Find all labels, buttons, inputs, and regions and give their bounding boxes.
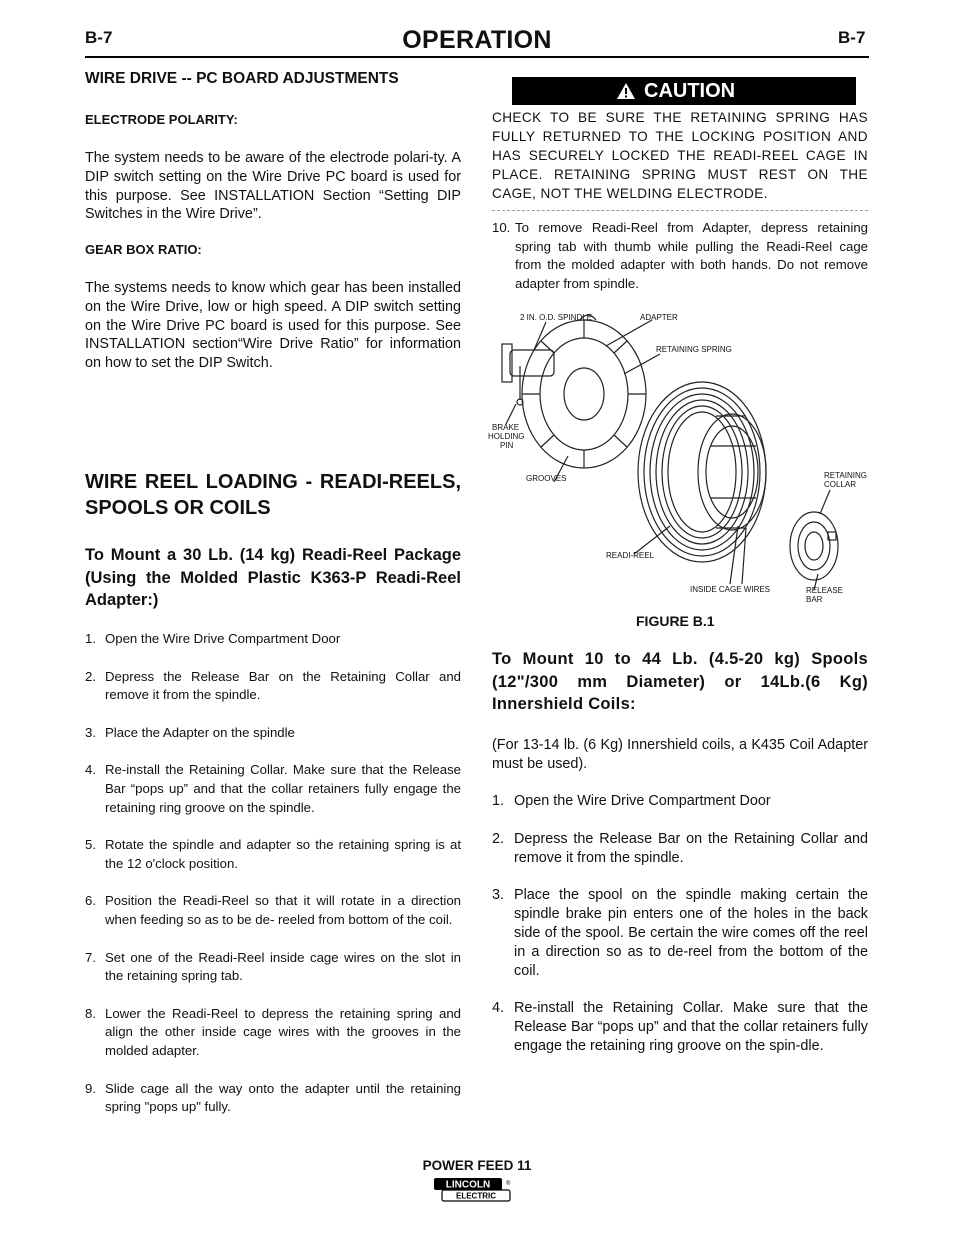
footer-model-name: POWER FEED 11	[422, 1158, 532, 1173]
warning-icon	[616, 82, 636, 100]
list-item: 1. Open the Wire Drive Compartment Door	[492, 793, 771, 809]
page-code-right: B-7	[838, 28, 866, 47]
list-item: 1. Open the Wire Drive Compartment Door	[85, 631, 341, 646]
figure-caption: FIGURE B.1	[636, 613, 715, 629]
svg-text:®: ®	[506, 1181, 511, 1187]
mount-30lb-heading: To Mount a 30 Lb. (14 kg) Readi-Reel Package (Using the Molded Plastic K363-P Readi-Reel Adapter:)	[85, 546, 461, 609]
list-item: 3. Place the Adapter on the spindle	[85, 724, 295, 740]
page-title: OPERATION	[402, 26, 552, 54]
list-item: 4. Re-install the Retaining Collar. Make sure that the Release Bar “pops up” and that the collar retainers fully engage the retaining ring groove on the spin-dle.	[492, 1000, 868, 1054]
section-title-pc-board: WIRE DRIVE -- PC BOARD ADJUSTMENTS	[85, 70, 399, 87]
list-item: 4. Re-install the Retaining Collar. Make sure that the Release Bar “pops up” and that the collar retainers fully engage the retaining ring groove on the spindle.	[85, 762, 461, 815]
page-code-left: B-7	[85, 28, 113, 47]
list-item: 10. To remove Readi-Reel from Adapter, depress retaining spring tab with thumb while pulling the Readi-Reel cage from the molded adapter with both hands. Do not remove adapter from spindle.	[492, 220, 868, 291]
polarity-paragraph: The system needs to be aware of the electrode polari-ty. A DIP switch setting on the Wire Drive PC board is used for this purpose. See INSTALLATION Section “Setting DIP Switches in the Wire Drive”.	[85, 150, 461, 223]
list-item: 8. Lower the Readi-Reel to depress the retaining spring and align the other inside cage wires with the grooves in the molded adapter.	[85, 1005, 461, 1058]
gear-heading: GEAR BOX RATIO:	[85, 242, 202, 257]
header-rule	[85, 56, 869, 58]
label-grooves: GROOVES	[526, 474, 567, 483]
coil-adapter-note: (For 13-14 lb. (6 Kg) Innershield coils, a K435 Coil Adapter must be used).	[492, 737, 868, 772]
label-collar-2: COLLAR	[824, 480, 857, 489]
label-spindle: 2 IN. O.D. SPINDLE	[520, 313, 593, 322]
step-10	[492, 219, 868, 293]
list-item: 2. Depress the Release Bar on the Retaining Collar and remove it from the spindle.	[492, 830, 868, 866]
label-brake-3: PIN	[500, 441, 514, 450]
label-brake-2: HOLDING	[488, 432, 525, 441]
caution-text: CHECK TO BE SURE THE RETAINING SPRING HAS FULLY RETURNED TO THE LOCKING POSITION AND HAS SECURELY LOCKED THE READI-REEL CAGE IN PLACE. RETAINING SPRING MUST REST ON THE CAGE, NOT THE WELDING ELECTRODE.	[492, 110, 868, 201]
label-cage-wires: INSIDE CAGE WIRES	[690, 585, 771, 594]
label-release-2: BAR	[806, 595, 823, 604]
list-item: 9. Slide cage all the way onto the adapter until the retaining spring "pops up" fully.	[85, 1080, 461, 1115]
reel-loading-heading: WIRE REEL LOADING - READI-REELS, SPOOLS OR COILS	[85, 471, 461, 519]
label-release-1: RELEASE	[806, 586, 843, 595]
polarity-heading: ELECTRODE POLARITY:	[85, 112, 238, 127]
mount-30lb-steps	[85, 630, 461, 1117]
list-item: 7. Set one of the Readi-Reel inside cage wires on the slot in the retaining spring tab.	[85, 949, 461, 984]
mount-10lb-heading: To Mount 10 to 44 Lb. (4.5-20 kg) Spools (12"/300 mm Diameter) or 14Lb.(6 Kg) Innershield Coils:	[492, 650, 868, 713]
label-adapter: ADAPTER	[640, 313, 678, 322]
lincoln-electric-logo	[432, 1176, 512, 1204]
label-brake-1: BRAKE	[492, 423, 520, 432]
caution-banner	[512, 77, 856, 105]
figure-readi-reel-diagram	[484, 306, 876, 610]
list-item: 5. Rotate the spindle and adapter so the retaining spring is at the 12 o'clock position.	[85, 837, 461, 871]
caution-divider	[492, 210, 868, 211]
caution-label: CAUTION	[644, 79, 736, 102]
label-readi-reel: READI-REEL	[606, 551, 655, 560]
svg-text:ELECTRIC: ELECTRIC	[456, 1191, 496, 1201]
label-collar-1: RETAINING	[824, 471, 867, 480]
svg-text:LINCOLN: LINCOLN	[445, 1179, 491, 1191]
list-item: 6. Position the Readi-Reel so that it will rotate in a direction when feeding so as to be de- reeled from bottom of the coil.	[85, 893, 461, 927]
list-item: 3. Place the spool on the spindle making certain the spindle brake pin enters one of the holes in the back side of the spool. Be certain the wire comes off the reel in a direction so as to de-reel from the bottom of the coil.	[492, 887, 868, 979]
gear-paragraph: The systems needs to know which gear has been installed on the Wire Drive, low or high speed. A DIP switch setting on the Wire Drive PC board is used for this purpose. See INSTALLATION section“Wire Drive Ratio” for information on how to set the DIP Switch.	[85, 280, 461, 372]
readi-reel	[638, 382, 766, 562]
mount-10lb-steps	[492, 792, 868, 1056]
list-item: 2. Depress the Release Bar on the Retaining Collar and remove it from the spindle.	[85, 668, 461, 703]
label-retaining-spring: RETAINING SPRING	[656, 345, 732, 354]
